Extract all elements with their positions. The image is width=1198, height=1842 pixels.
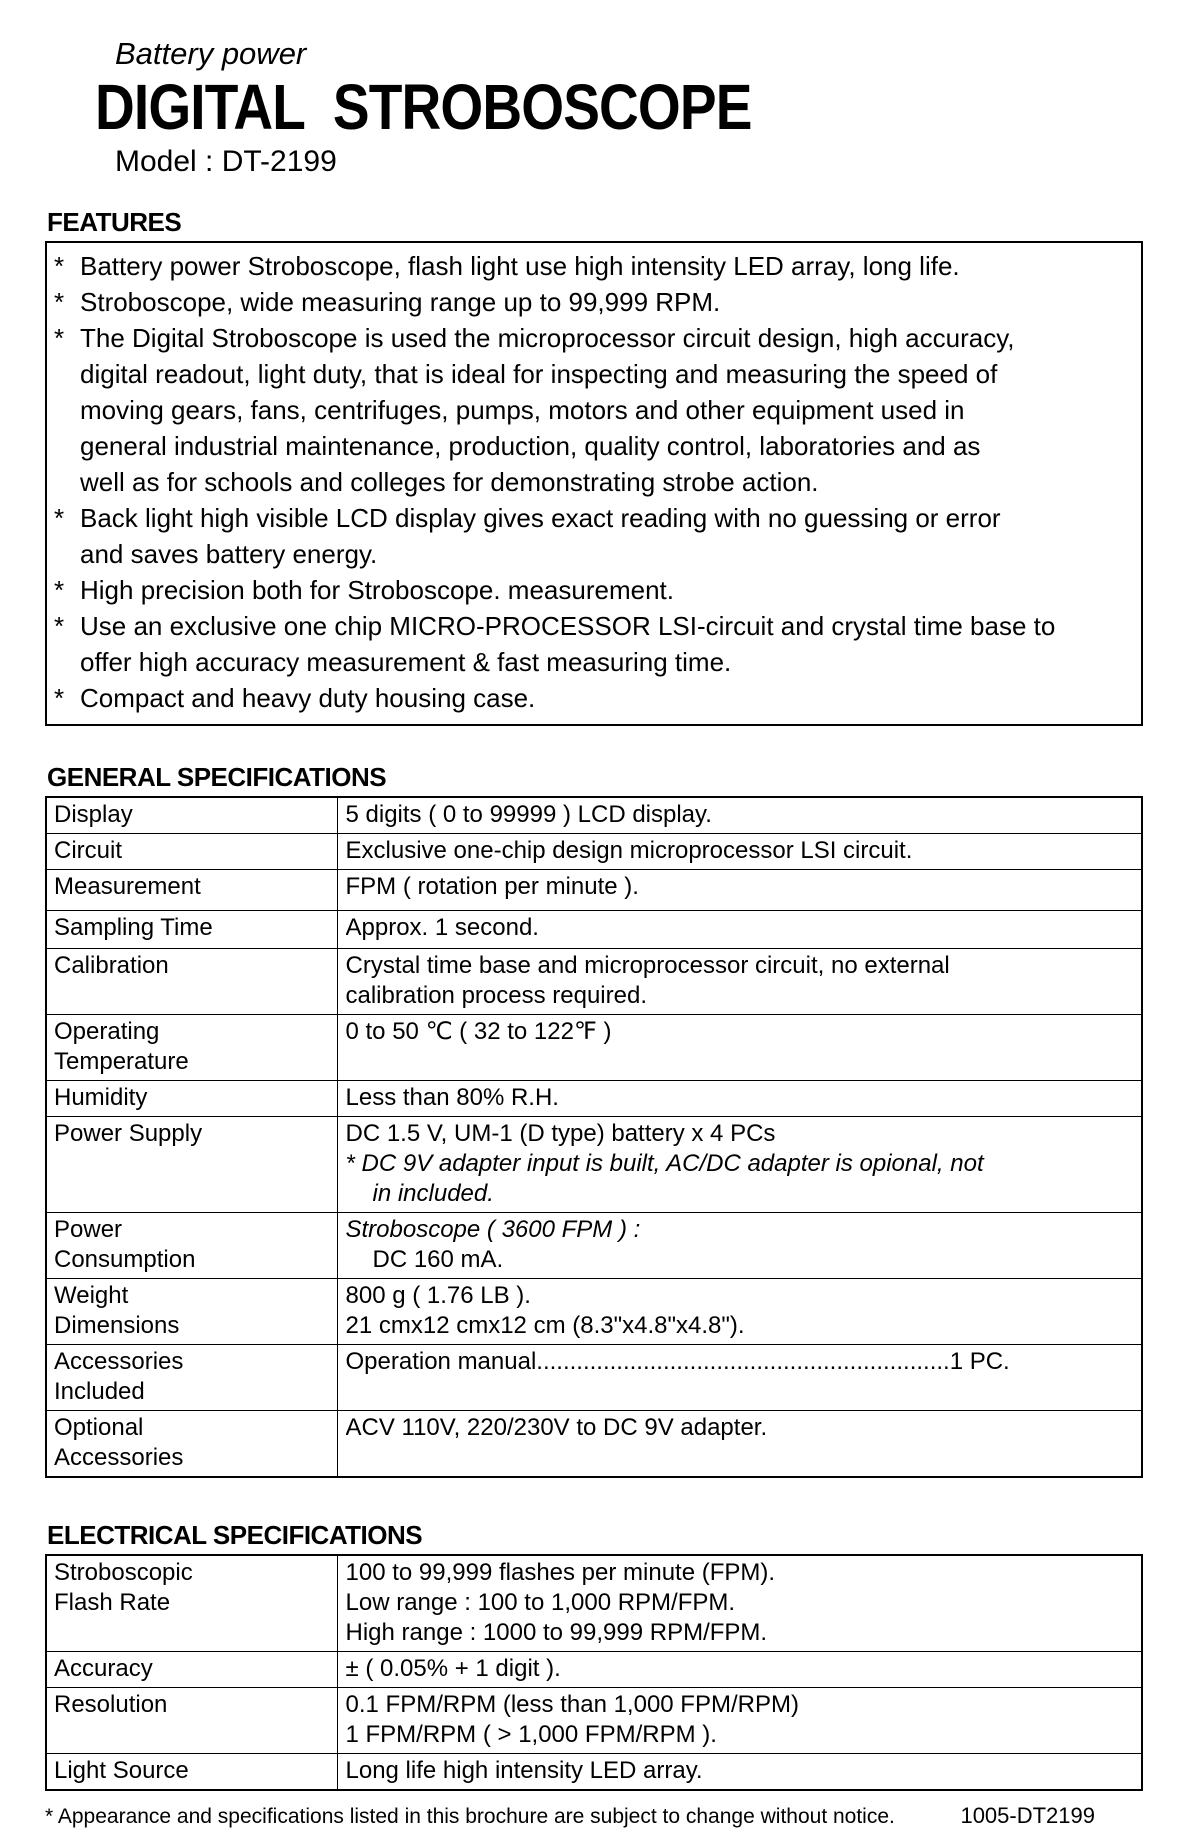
spec-row-measurement [46, 870, 1142, 911]
bullet-marker: * [54, 611, 65, 642]
spec-value: Long life high intensity LED array. [345, 1757, 703, 1785]
feature-item [54, 284, 1131, 320]
spec-value: High range : 1000 to 99,999 RPM/FPM. [345, 1619, 768, 1647]
spec-label: Calibration [54, 952, 169, 980]
spec-value: Operation manual..............................................................1 PC. [345, 1348, 1010, 1376]
bullet-marker: * [54, 323, 65, 354]
spec-value: 1 FPM/RPM ( > 1,000 FPM/RPM ). [345, 1721, 717, 1749]
spec-row-sampling-time [46, 911, 1142, 949]
feature-line: digital readout, light duty, that is ideal for inspecting and measuring the speed of [80, 359, 998, 390]
spec-label: Included [54, 1378, 145, 1406]
general-specs-section [45, 762, 1143, 1478]
spec-value: * DC 9V adapter input is built, AC/DC adapter is opional, not [345, 1150, 984, 1178]
feature-line: offer high accuracy measurement & fast measuring time. [80, 647, 732, 678]
feature-item [54, 572, 1131, 608]
feature-item [54, 608, 1131, 680]
bullet-marker: * [54, 251, 65, 282]
model-number: Model : DT-2199 [115, 145, 337, 179]
product-tagline: Battery power [115, 36, 307, 71]
spec-row-circuit [46, 834, 1142, 870]
spec-row-light-source [46, 1754, 1142, 1791]
spec-row-flash-rate [46, 1555, 1142, 1652]
electrical-specs-section [45, 1520, 1143, 1791]
spec-value: DC 1.5 V, UM-1 (D type) battery x 4 PCs [345, 1120, 776, 1148]
spec-row-accuracy [46, 1652, 1142, 1688]
spec-row-weight-dimensions [46, 1279, 1142, 1345]
spec-row-accessories-included [46, 1345, 1142, 1411]
spec-row-resolution [46, 1688, 1142, 1754]
spec-value: Crystal time base and microprocessor circuit, no external [345, 952, 950, 980]
spec-row-calibration [46, 949, 1142, 1015]
spec-row-power-supply [46, 1117, 1142, 1213]
spec-label: Stroboscopic [54, 1559, 193, 1587]
spec-value: 800 g ( 1.76 LB ). [345, 1282, 531, 1310]
spec-value: calibration process required. [345, 982, 647, 1010]
spec-label: Circuit [54, 837, 123, 865]
spec-row-display [46, 797, 1142, 834]
features-section [45, 207, 1143, 726]
spec-label: Flash Rate [54, 1589, 171, 1617]
spec-label: Measurement [54, 873, 201, 901]
spec-label: Operating [54, 1018, 160, 1046]
bullet-marker: * [54, 287, 65, 318]
footer [45, 1803, 1143, 1829]
bullet-marker: * [54, 503, 65, 534]
title-row [95, 71, 1143, 143]
page-title: DIGITAL STROBOSCOPE [95, 71, 752, 143]
feature-item [54, 248, 1131, 284]
electrical-specs-heading: ELECTRICAL SPECIFICATIONS [47, 1520, 423, 1551]
feature-item [54, 680, 1131, 716]
spec-value: ACV 110V, 220/230V to DC 9V adapter. [345, 1414, 768, 1442]
feature-line: The Digital Stroboscope is used the microprocessor circuit design, high accuracy, [80, 323, 1015, 354]
spec-value: Low range : 100 to 1,000 RPM/FPM. [345, 1589, 736, 1617]
spec-value: DC 160 mA. [372, 1246, 504, 1274]
spec-label: Power Supply [54, 1120, 203, 1148]
spec-label: Weight [54, 1282, 129, 1310]
feature-line: High precision both for Stroboscope. measurement. [80, 575, 674, 606]
spec-label: Power [54, 1216, 123, 1244]
feature-line: moving gears, fans, centrifuges, pumps, motors and other equipment used in [80, 395, 965, 426]
feature-line: and saves battery energy. [80, 539, 378, 570]
spec-row-optional-accessories [46, 1411, 1142, 1478]
spec-value: 0.1 FPM/RPM (less than 1,000 FPM/RPM) [345, 1691, 799, 1719]
spec-label: Temperature [54, 1048, 189, 1076]
feature-line: Use an exclusive one chip MICRO-PROCESSOR LSI-circuit and crystal time base to [80, 611, 1056, 642]
feature-line: Back light high visible LCD display gives exact reading with no guessing or error [80, 503, 1001, 534]
features-heading: FEATURES [47, 207, 182, 238]
spec-value: 0 to 50 ℃ ( 32 to 122℉ ) [345, 1018, 612, 1046]
general-specs-heading: GENERAL SPECIFICATIONS [47, 762, 387, 793]
footer-document-code: 1005-DT2199 [960, 1803, 1095, 1829]
feature-item [54, 320, 1131, 500]
footer-disclaimer: * Appearance and specifications listed in this brochure are subject to change without notice. [45, 1805, 895, 1829]
spec-value: ± ( 0.05% + 1 digit ). [345, 1655, 561, 1683]
spec-label: Accessories [54, 1444, 184, 1472]
spec-value: 21 cmx12 cmx12 cm (8.3"x4.8"x4.8"). [345, 1312, 745, 1340]
spec-label: Accuracy [54, 1655, 153, 1683]
spec-value: Approx. 1 second. [345, 914, 539, 942]
spec-label: Resolution [54, 1691, 168, 1719]
spec-value: FPM ( rotation per minute ). [345, 873, 639, 901]
spec-label: Display [54, 801, 133, 829]
spec-label: Consumption [54, 1246, 196, 1274]
features-box [45, 241, 1143, 726]
general-specs-table [45, 796, 1143, 1478]
spec-label: Sampling Time [54, 914, 213, 942]
header [45, 36, 1143, 179]
spec-value: 100 to 99,999 flashes per minute (FPM). [345, 1559, 776, 1587]
spec-row-power-consumption [46, 1213, 1142, 1279]
feature-line: Battery power Stroboscope, flash light use high intensity LED array, long life. [80, 251, 960, 282]
feature-line: Compact and heavy duty housing case. [80, 683, 536, 714]
spec-value: Stroboscope ( 3600 FPM ) : [345, 1216, 641, 1244]
spec-label: Humidity [54, 1084, 148, 1112]
feature-line: well as for schools and colleges for demonstrating strobe action. [80, 467, 819, 498]
spec-label: Accessories [54, 1348, 184, 1376]
electrical-specs-table [45, 1554, 1143, 1791]
bullet-marker: * [54, 683, 65, 714]
spec-row-humidity [46, 1081, 1142, 1117]
spec-row-operating-temperature [46, 1015, 1142, 1081]
feature-line: general industrial maintenance, production, quality control, laboratories and as [80, 431, 981, 462]
bullet-marker: * [54, 575, 65, 606]
spec-label: Optional [54, 1414, 144, 1442]
spec-label: Dimensions [54, 1312, 180, 1340]
spec-value: Less than 80% R.H. [345, 1084, 559, 1112]
feature-item [54, 500, 1131, 572]
feature-line: Stroboscope, wide measuring range up to 99,999 RPM. [80, 287, 721, 318]
spec-value: Exclusive one-chip design microprocessor LSI circuit. [345, 837, 913, 865]
spec-label: Light Source [54, 1757, 189, 1785]
spec-value: 5 digits ( 0 to 99999 ) LCD display. [345, 801, 712, 829]
spec-value: in included. [372, 1180, 494, 1208]
